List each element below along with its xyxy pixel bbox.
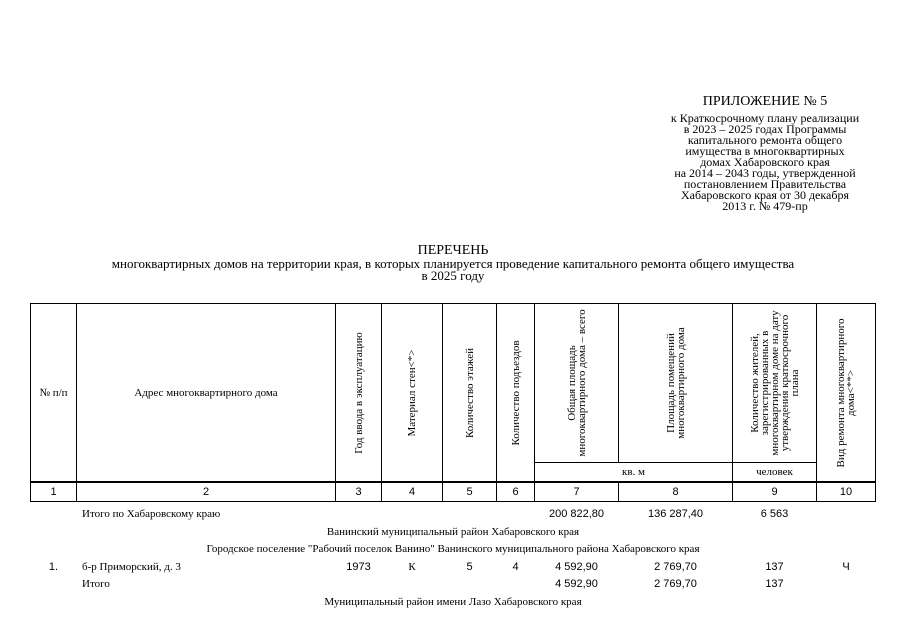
column-number: 9 — [732, 482, 817, 502]
district-heading: Муниципальный район имени Лазо Хабаровского края — [324, 596, 582, 608]
appendix-line: Хабаровского края от 30 декабря — [681, 188, 849, 202]
header-entrances: Количество подъездов — [496, 303, 535, 482]
row-premises-area: 2 769,70 — [654, 561, 697, 573]
list-title — [30, 244, 876, 282]
header-num: № п/п — [30, 303, 77, 482]
total-region-residents: 6 563 — [760, 508, 789, 520]
header-address: Адрес многоквартирного дома — [76, 303, 336, 482]
row-floors: 5 — [466, 561, 473, 573]
header-floors: Количество этажей — [442, 303, 497, 482]
subtotal-total-area: 4 592,90 — [555, 578, 598, 590]
header-residents: Количество жителей, зарегистрированных в многоквартирном доме на дату утверждения краткосрочного плана — [732, 303, 817, 463]
appendix-line: домах Хабаровского края — [700, 155, 830, 169]
list-subtitle-line1: многоквартирных домов на территории края, в которых планируется проведение капитального ремонта общего имущества — [111, 256, 795, 271]
appendix-title: ПРИЛОЖЕНИЕ № 5 — [702, 94, 828, 109]
row-year: 1973 — [346, 561, 371, 573]
header-repair-type: Вид ремонта многоквартирного дома<**> — [816, 303, 876, 482]
row-address: б-р Приморский, д. 3 — [82, 561, 181, 573]
row-num: 1. — [48, 561, 59, 573]
column-number: 1 — [30, 482, 77, 502]
subtotal-label: Итого — [82, 578, 110, 590]
list-subtitle-line2: в 2025 году — [421, 268, 485, 283]
row-residents: 137 — [765, 561, 784, 573]
units-people: человек — [732, 462, 817, 482]
appendix-line: постановлением Правительства — [683, 177, 847, 191]
list-heading: ПЕРЕЧЕНЬ — [417, 243, 489, 258]
appendix-line: на 2014 – 2043 годы, утвержденной — [674, 166, 856, 180]
column-number: 6 — [496, 482, 535, 502]
row-repair-type: Ч — [842, 561, 850, 573]
header-premises-area: Площадь помещений многоквартирного дома — [618, 303, 733, 463]
column-number: 3 — [335, 482, 382, 502]
total-region-premises-area: 136 287,40 — [647, 508, 704, 520]
subtotal-premises-area: 2 769,70 — [654, 578, 697, 590]
settlement-heading: Городское поселение "Рабочий поселок Ванино" Ванинского муниципального района Хабаровского края — [206, 543, 700, 555]
appendix-line: имущества в многоквартирных — [685, 144, 845, 158]
units-area: кв. м — [534, 462, 733, 482]
column-number: 4 — [381, 482, 443, 502]
row-total-area: 4 592,90 — [555, 561, 598, 573]
subtotal-residents: 137 — [765, 578, 784, 590]
header-walls: Материал стен<*> — [381, 303, 443, 482]
appendix-line: в 2023 – 2025 годах Программы — [683, 122, 847, 136]
column-number: 2 — [76, 482, 336, 502]
column-number: 8 — [618, 482, 733, 502]
appendix-line: капитального ремонта общего — [687, 133, 843, 147]
header-year: Год ввода в эксплуатацию — [335, 303, 382, 482]
appendix-block — [650, 94, 880, 212]
appendix-line: к Краткосрочному плану реализации — [670, 111, 860, 125]
column-number: 10 — [816, 482, 876, 502]
column-number: 7 — [534, 482, 619, 502]
total-region-label: Итого по Хабаровскому краю — [82, 508, 221, 520]
header-total-area: Общая площадь многоквартирного дома – всего — [534, 303, 619, 463]
row-walls: К — [408, 561, 416, 573]
district-heading: Ванинский муниципальный район Хабаровского края — [326, 526, 580, 538]
total-region-total-area: 200 822,80 — [548, 508, 605, 520]
row-entrances: 4 — [512, 561, 519, 573]
appendix-line: 2013 г. № 479-пр — [722, 199, 808, 213]
column-number: 5 — [442, 482, 497, 502]
